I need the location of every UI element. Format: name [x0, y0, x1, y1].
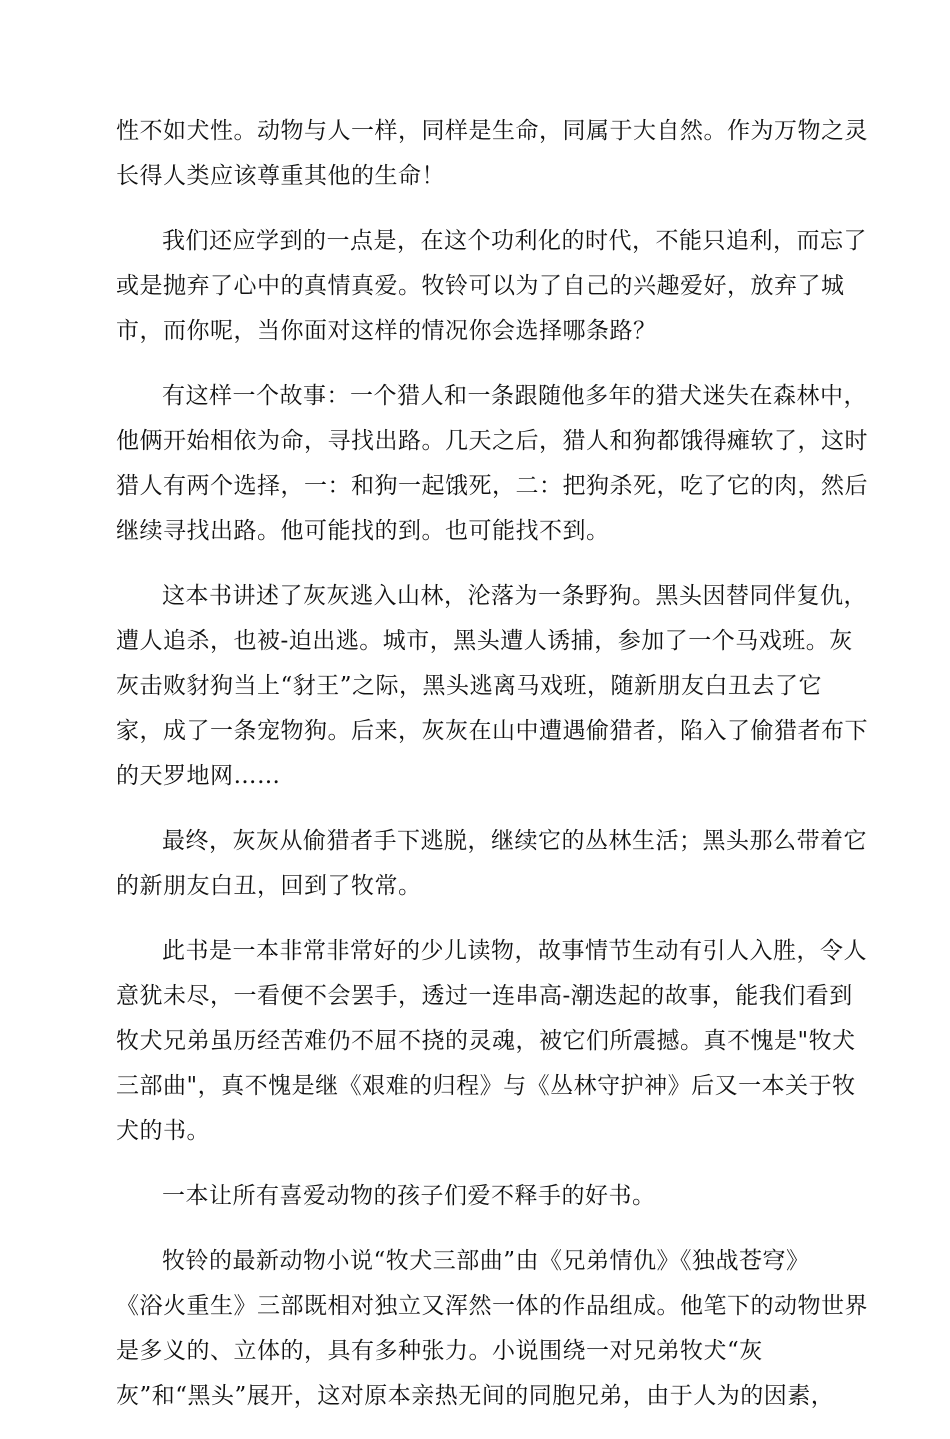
document-body — [116, 109, 868, 1439]
text-line: 他俩开始相依为命，寻找出路。几天之后，猎人和狗都饿得瘫软了，这时 — [116, 428, 868, 454]
paragraph — [116, 109, 868, 199]
paragraph — [116, 1239, 868, 1419]
text-line: 三部曲"，真不愧是继《艰难的归程》与《丛林守护神》后又一本关于牧 — [116, 1073, 856, 1099]
text-line: 继续寻找出路。他可能找的到。也可能找不到。 — [116, 518, 610, 544]
text-line: 长得人类应该尊重其他的生命！ — [116, 163, 445, 189]
text-line: 家，成了一条宠物狗。后来，灰灰在山中遭遇偷猎者，陷入了偷猎者布下 — [116, 718, 868, 744]
paragraph — [116, 219, 867, 354]
text-line: 灰击败豺狗当上“豺王”之际，黑头逃离马戏班，随新朋友白丑去了它 — [116, 673, 823, 699]
text-line: 一本让所有喜爱动物的孩子们爱不释手的好书。 — [162, 1183, 656, 1209]
text-line: 猎人有两个选择，一：和狗一起饿死，二：把狗杀死，吃了它的肉，然后 — [116, 473, 868, 499]
text-line: 或是抛弃了心中的真情真爱。牧铃可以为了自己的兴趣爱好，放弃了城 — [116, 273, 845, 299]
text-line: 《浴火重生》三部既相对独立又浑然一体的作品组成。他笔下的动物世界 — [116, 1293, 868, 1319]
text-line: 最终，灰灰从偷猎者手下逃脱，继续它的丛林生活；黑头那么带着它 — [162, 828, 867, 854]
text-line: 市，而你呢，当你面对这样的情况你会选择哪条路？ — [116, 318, 657, 344]
text-line: 遭人追杀，也被-迫出逃。城市，黑头遭人诱捕，参加了一个马戏班。灰 — [116, 628, 853, 654]
text-line: 的天罗地网…… — [116, 763, 281, 789]
text-line: 这本书讲述了灰灰逃入山林，沦落为一条野狗。黑头因替同伴复仇， — [162, 583, 867, 609]
paragraph — [116, 819, 867, 909]
paragraph — [116, 374, 868, 554]
text-line: 牧铃的最新动物小说“牧犬三部曲”由《兄弟情仇》《独战苍穹》 — [162, 1248, 810, 1274]
text-line: 此书是一本非常非常好的少儿读物，故事情节生动有引人入胜，令人 — [162, 938, 867, 964]
paragraph — [116, 929, 867, 1154]
text-line: 我们还应学到的一点是，在这个功利化的时代，不能只追利，而忘了 — [162, 228, 867, 254]
text-line: 性不如犬性。动物与人一样，同样是生命，同属于大自然。作为万物之灵 — [116, 118, 868, 144]
text-line: 是多义的、立体的，具有多种张力。小说围绕一对兄弟牧犬“灰 — [116, 1338, 763, 1364]
text-line: 的新朋友白丑，回到了牧常。 — [116, 873, 422, 899]
text-line: 有这样一个故事：一个猎人和一条跟随他多年的猎犬迷失在森林中， — [162, 383, 867, 409]
text-line: 犬的书。 — [116, 1118, 210, 1144]
paragraph — [116, 1174, 836, 1219]
text-line: 牧犬兄弟虽历经苦难仍不屈不挠的灵魂，被它们所震撼。真不愧是"牧犬 — [116, 1028, 856, 1054]
text-line: 灰”和“黑头”展开，这对原本亲热无间的同胞兄弟，由于人为的因素， — [116, 1383, 835, 1409]
text-line: 意犹未尽，一看便不会罢手，透过一连串高-潮迭起的故事，能我们看到 — [116, 983, 853, 1009]
paragraph — [116, 574, 868, 799]
